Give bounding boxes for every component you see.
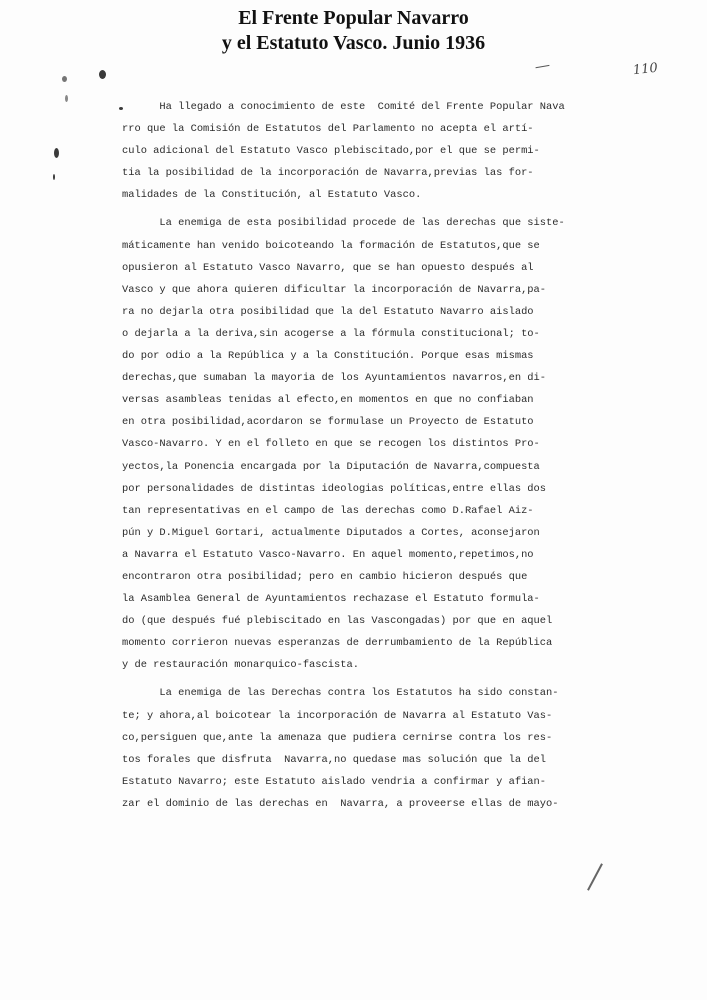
ink-blot	[54, 148, 59, 158]
text-line: opusieron al Estatuto Vasco Navarro, que se han opuesto después al	[122, 261, 534, 274]
title-line-1: El Frente Popular Navarro	[238, 7, 469, 29]
text-line: te; y ahora,al boicotear la incorporación de Navarra al Estatuto Vas-	[122, 709, 553, 722]
text-line: la Asamblea General de Ayuntamientos rechazase el Estatuto formula-	[122, 593, 540, 606]
page-number: 110	[632, 60, 659, 79]
text-line: encontraron otra posibilidad; pero en cambio hicieron después que	[122, 570, 528, 583]
text-line: zar el dominio de las derechas en Navarra, a proveerse ellas de mayo-	[122, 797, 559, 810]
text-line: o dejarla a la deriva,sin acogerse a la fórmula constitucional; to-	[122, 327, 540, 340]
title-line-2: y el Estatuto Vasco. Junio 1936	[221, 32, 486, 54]
ink-blot	[62, 76, 67, 82]
text-line: do por odio a la República y a la Constitución. Porque esas mismas	[122, 350, 534, 363]
text-line: a Navarra el Estatuto Vasco-Navarro. En aquel momento,repetimos,no	[122, 548, 534, 561]
document-body	[122, 96, 597, 815]
paragraph	[122, 682, 597, 815]
pencil-mark	[535, 65, 550, 74]
text-line: pún y D.Miguel Gortari, actualmente Diputados a Cortes, aconsejaron	[122, 526, 540, 539]
text-line: tia la posibilidad de la incorporación de Navarra,previas las for-	[122, 167, 534, 180]
text-line: tos forales que disfruta Navarra,no quedase mas solución que la del	[122, 753, 547, 766]
text-line: malidades de la Constitución, al Estatuto Vasco.	[122, 189, 422, 202]
text-line: La enemiga de las Derechas contra los Estatutos ha sido constan-	[122, 687, 559, 700]
paragraph	[122, 212, 597, 676]
text-line: tan representativas en el campo de las derechas como D.Rafael Aiz-	[122, 504, 534, 517]
pen-stroke-mark	[587, 863, 603, 890]
text-line: co,persiguen que,ante la amenaza que pudiera cernirse contra los res-	[122, 731, 553, 744]
text-line: Vasco y que ahora quieren dificultar la incorporación de Navarra,pa-	[122, 283, 547, 296]
text-line: culo adicional del Estatuto Vasco plebiscitado,por el que se permi-	[122, 145, 540, 158]
text-line: yectos,la Ponencia encargada por la Diputación de Navarra,compuesta	[122, 460, 540, 473]
document-title	[0, 6, 707, 56]
ink-blot	[65, 95, 68, 102]
text-line: versas asambleas tenidas al efecto,en momentos en que no confiaban	[122, 394, 534, 407]
text-line: por personalidades de distintas ideologias políticas,entre ellas dos	[122, 482, 547, 495]
text-line: momento corrieron nuevas esperanzas de derrumbamiento de la República	[122, 637, 553, 650]
ink-blot	[99, 70, 106, 79]
text-line: máticamente han venido boicoteando la formación de Estatutos,que se	[122, 239, 540, 252]
text-line: La enemiga de esta posibilidad procede de las derechas que siste-	[122, 217, 565, 230]
text-line: Estatuto Navarro; este Estatuto aislado vendria a confirmar y afian-	[122, 775, 547, 788]
text-line: ra no dejarla otra posibilidad que la del Estatuto Navarro aislado	[122, 305, 534, 318]
ink-blot	[53, 174, 55, 180]
text-line: y de restauración monarquico-fascista.	[122, 659, 359, 672]
text-line: en otra posibilidad,acordaron se formulase un Proyecto de Estatuto	[122, 416, 534, 429]
text-line: do (que después fué plebiscitado en las Vascongadas) por que en aquel	[122, 615, 553, 628]
text-line: Ha llegado a conocimiento de este Comité del Frente Popular Nava	[122, 101, 565, 113]
text-line: derechas,que sumaban la mayoria de los Ayuntamientos navarros,en di-	[122, 372, 547, 385]
paragraph	[122, 96, 597, 206]
text-line: rro que la Comisión de Estatutos del Parlamento no acepta el artí-	[122, 123, 534, 136]
text-line: Vasco-Navarro. Y en el folleto en que se recogen los distintos Pro-	[122, 438, 540, 451]
